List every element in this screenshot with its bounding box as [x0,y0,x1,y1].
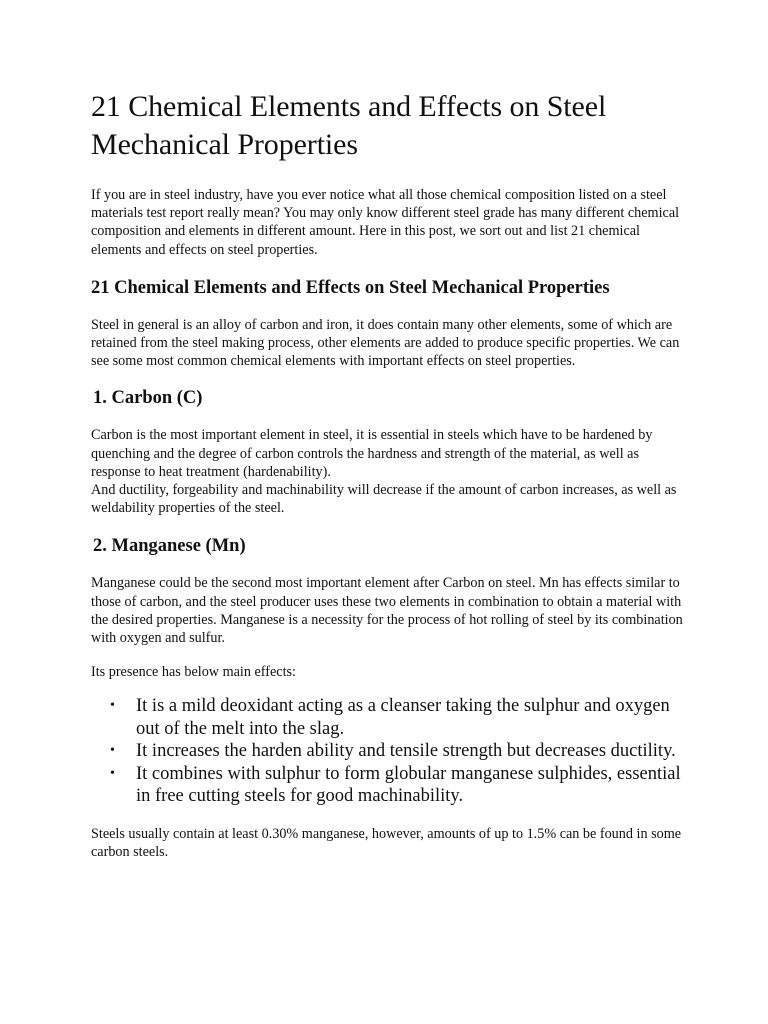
list-item-text: It combines with sulphur to form globular manganese sulphides, essential in free cutting steels for good machinability. [136,763,681,807]
bullet-icon: • [110,765,115,781]
list-item [110,763,688,808]
intro-paragraph: If you are in steel industry, have you ever notice what all those chemical composition listed on a steel materials test report really mean? You may only know different steel grade has many different chemical composition and elements in different amount. Here in this post, we sort out and list 21 chemical elements and effects on steel properties. [91,187,680,258]
section-heading: 21 Chemical Elements and Effects on Steel Mechanical Properties [91,277,610,298]
bullet-icon: • [110,698,115,714]
carbon-heading: 1. Carbon (C) [93,388,203,409]
document-title: 21 Chemical Elements and Effects on Steel Mechanical Properties [91,90,607,161]
list-item [110,740,688,763]
carbon-paragraph-2: And ductility, forgeability and machinability will decrease if the amount of carbon increases, as well as weldability properties of the steel. [91,482,677,517]
manganese-closing-paragraph: Steels usually contain at least 0.30% manganese, however, amounts of up to 1.5% can be found in some carbon steels. [91,825,682,861]
manganese-paragraph-1: Manganese could be the second most important element after Carbon on steel. Mn has effects similar to those of carbon, and the steel producer uses these two elements in combination to obtain a material with the desired properties. Manganese is a necessity for the process of hot rolling of steel by its combination with oxygen and sulfur. [91,575,683,647]
carbon-paragraph-1: Carbon is the most important element in steel, it is essential in steels which have to be hardened by quenching and the degree of carbon controls the hardness and strength of the material, as well as response to heat treatment (hardenability). [91,427,653,480]
list-item-text: It increases the harden ability and tensile strength but decreases ductility. [136,741,676,762]
manganese-effects-list [91,695,688,808]
manganese-heading: 2. Manganese (Mn) [93,536,246,557]
list-item-text: It is a mild deoxidant acting as a cleanser taking the sulphur and oxygen out of the melt into the slag. [136,696,670,739]
general-paragraph: Steel in general is an alloy of carbon and iron, it does contain many other elements, some of which are retained from the steel making process, other elements are added to produce specific properties. We can see some most common chemical elements with important effects on steel properties. [91,316,680,370]
bullet-icon: • [110,743,115,759]
list-item [110,695,688,740]
manganese-paragraph-2: Its presence has below main effects: [91,664,296,681]
